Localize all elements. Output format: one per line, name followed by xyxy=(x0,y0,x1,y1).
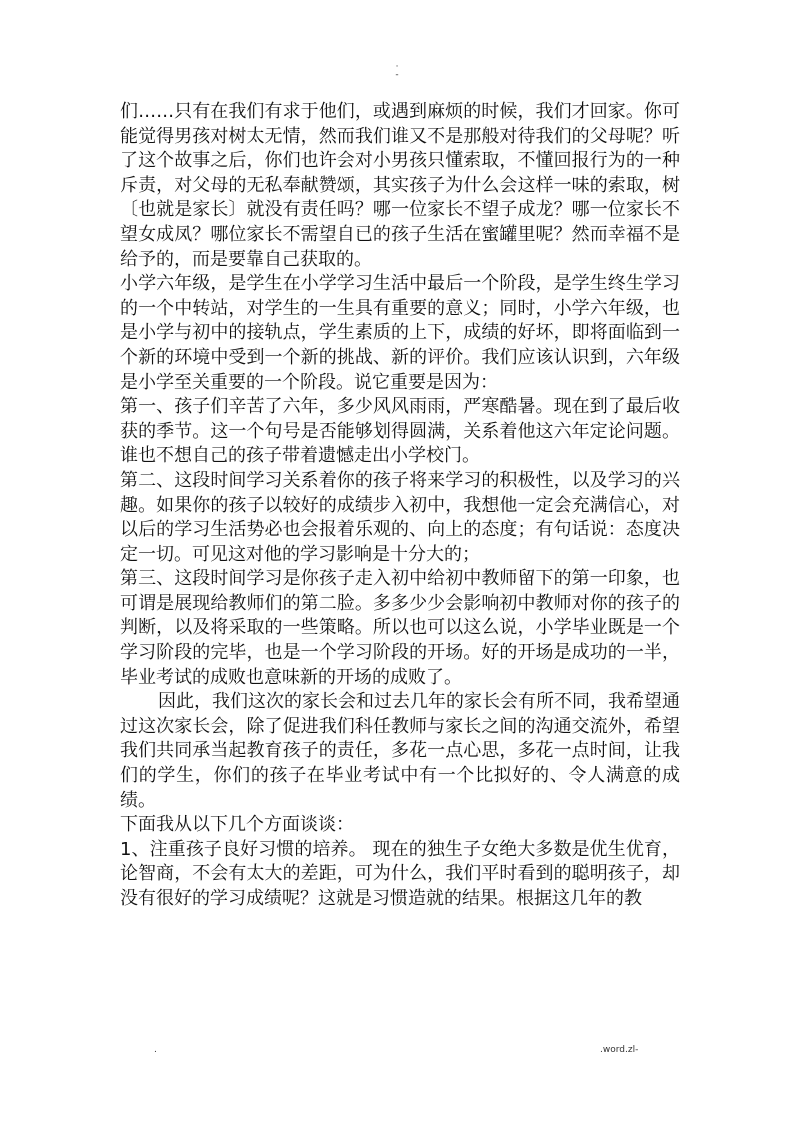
paragraph-topics-intro: 下面我从以下几个方面谈谈： xyxy=(120,814,354,836)
paragraph-point-two: 第二、这段时间学习关系着你的孩子将来学习的积极性，以及学习的兴趣。如果你的孩子以较好的成绩步入初中，我想他一定会充满信心，对以后的学习生活势必也会报着乐观的、向上的态度；有句话说：态度决定一切。可见这对他的学习影响是十分大的； xyxy=(120,469,680,565)
paragraph-habit-section: 1、注重孩子良好习惯的培养。 现在的独生子女绝大多数是优生优育，论智商，不会有太大的差距，可为什么，我们平时看到的聪明孩子，却没有很好的学习成绩呢？这就是习惯造就的结果。根据这几年的教 xyxy=(120,838,680,909)
header-mark-text: · - xyxy=(395,62,399,80)
paragraph-point-three: 第三、这段时间学习是你孩子走入初中给初中教师留下的第一印象，也可谓是展现给教师们的第二脸。多多少少会影响初中教师对你的孩子的判断，以及将采取的一些策略。所以也可以这么说，小学毕业既是一个学习阶段的完毕，也是一个学习阶段的开场。好的开场是成功的一半，毕业考试的成败也意味新的开场的成败了。 xyxy=(120,568,680,688)
paragraph-point-one: 第一、孩子们辛苦了六年，多少风风雨雨，严寒酷暑。现在到了最后收获的季节。这一个句号是否能够划得圆满，关系着他这六年定论问题。谁也不想自己的孩子带着遗憾走出小学校门。 xyxy=(120,396,680,467)
page-footer xyxy=(0,1045,794,1061)
paragraph-story-reflection: 们……只有在我们有求于他们，或遇到麻烦的时候，我们才回家。你可能觉得男孩对树太无情，然而我们谁又不是那般对待我们的父母呢？听了这个故事之后，你们也许会对小男孩只懂索取，不懂回报行为的一种斥责，对父母的无私奉献赞颂，其实孩子为什么会这样一味的索取，树〔也就是家长〕就没有责任吗？哪一位家长不望子成龙？哪一位家长不望女成凤？哪位家长不需望自已的孩子生活在蜜罐里呢？然而幸福不是给予的，而是要靠自己获取的。 xyxy=(120,101,680,270)
footer-watermark-text: .word.zl- xyxy=(600,1045,639,1055)
paragraph-meeting-purpose: 因此，我们这次的家长会和过去几年的家长会有所不同，我希望通过这次家长会，除了促进我们科任教师与家长之间的沟通交流外，希望我们共同承当起教育孩子的责任，多花一点心思，多花一点时间，让我们的学生，你们的孩子在毕业考试中有一个比拟好的、令人满意的成绩。 xyxy=(120,691,680,811)
paragraph-grade-six-importance: 小学六年级，是学生在小学学习生活中最后一个阶段，是学生终生学习的一个中转站，对学生的一生具有重要的意义；同时，小学六年级，也是小学与初中的接轨点，学生素质的上下，成绩的好坏，即将面临到一个新的环境中受到一个新的挑战、新的评价。我们应该认识到，六年级是小学至关重要的一个阶段。说它重要是因为： xyxy=(120,273,680,393)
document-body xyxy=(120,100,680,912)
footer-left-mark: . xyxy=(154,1045,157,1055)
page-header-mark xyxy=(0,63,794,79)
